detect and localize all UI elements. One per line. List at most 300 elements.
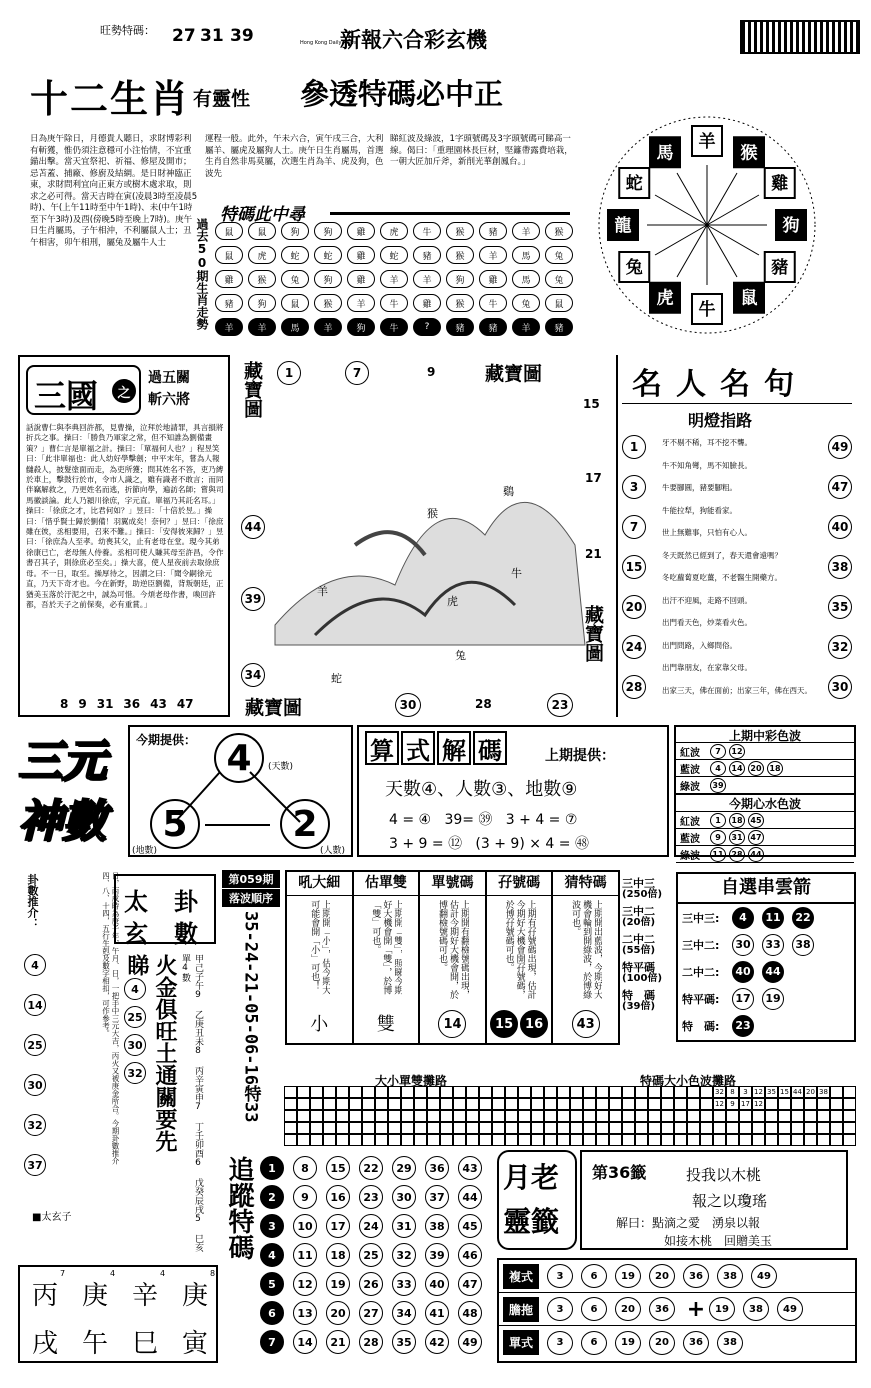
history-grid bbox=[215, 222, 575, 342]
trend-number: 12 bbox=[754, 1088, 763, 1096]
map-number: 23 bbox=[547, 693, 573, 717]
trend-cell bbox=[752, 1122, 765, 1134]
quote-number-left: 1 bbox=[622, 435, 646, 459]
history-side: 過去50期生肖走勢 bbox=[195, 218, 209, 330]
wave-row bbox=[676, 829, 854, 846]
wave-number: 12 bbox=[729, 744, 745, 759]
quotes-divider bbox=[622, 403, 852, 404]
sanguo-footer-number: 9 bbox=[78, 697, 87, 711]
human-label: (人數) bbox=[320, 846, 346, 856]
trend-cell bbox=[362, 1110, 375, 1122]
calc-box bbox=[357, 725, 669, 857]
tracking-number: 39 bbox=[425, 1243, 449, 1267]
trend-cell bbox=[791, 1122, 804, 1134]
wheel-zodiac: 鼠 bbox=[740, 288, 758, 309]
trend-right-title: 特碼大小色波攤路 bbox=[640, 1074, 737, 1088]
wave-number: 14 bbox=[729, 761, 745, 776]
trend-cell bbox=[466, 1110, 479, 1122]
map-number: 30 bbox=[395, 693, 421, 717]
trend-cell bbox=[297, 1122, 310, 1134]
quote-left-numbers bbox=[620, 435, 650, 715]
quote-line: 出家三天，佛在面前；出家三年，佛在西天。 bbox=[662, 685, 812, 695]
quote-line: 出汗不迎風，走路不回頭。 bbox=[662, 595, 752, 605]
wheel-spoke bbox=[707, 225, 759, 255]
trend-cell bbox=[375, 1122, 388, 1134]
wave-number: 39 bbox=[710, 778, 726, 793]
bet-label: 單式 bbox=[503, 1330, 539, 1355]
trend-cell bbox=[557, 1122, 570, 1134]
trend-cell bbox=[570, 1086, 583, 1098]
trend-cell bbox=[713, 1122, 726, 1134]
trend-cell bbox=[687, 1098, 700, 1110]
tracking-number: 4 bbox=[260, 1243, 284, 1267]
oracle-logo bbox=[497, 1150, 577, 1250]
trend-cell bbox=[349, 1086, 362, 1098]
trend-cell bbox=[687, 1134, 700, 1146]
prediction-answer-value: 雙 bbox=[376, 1014, 395, 1035]
trend-cell bbox=[297, 1098, 310, 1110]
history-cell: 猴 bbox=[248, 270, 276, 288]
history-cell: 羊 bbox=[215, 318, 243, 336]
trend-cell bbox=[492, 1122, 505, 1134]
stem-char: 庚 bbox=[82, 1281, 109, 1311]
self-select-row bbox=[678, 985, 854, 1012]
trend-cell bbox=[817, 1098, 830, 1110]
trend-cell bbox=[791, 1110, 804, 1122]
tracking-number: 9 bbox=[293, 1185, 317, 1209]
wave-number: 31 bbox=[729, 830, 745, 845]
wave-label: 綠波 bbox=[680, 850, 700, 862]
title-right: 參透特碼必中正 bbox=[300, 77, 504, 111]
trend-cell bbox=[310, 1122, 323, 1134]
history-cell: 羊 bbox=[347, 294, 375, 312]
trend-cell bbox=[583, 1098, 596, 1110]
trend-cell bbox=[492, 1134, 505, 1146]
history-cell: 雞 bbox=[347, 246, 375, 264]
trend-cell bbox=[284, 1086, 297, 1098]
prediction-col bbox=[285, 870, 354, 1045]
trend-cell bbox=[336, 1086, 349, 1098]
prediction-answer-value: 16 bbox=[520, 1010, 548, 1038]
trend-cell bbox=[726, 1110, 739, 1122]
quote-lines bbox=[662, 437, 818, 713]
self-select-title: 自選串雲箭 bbox=[678, 874, 854, 904]
gua-title-box bbox=[114, 874, 216, 948]
trend-cell bbox=[622, 1134, 635, 1146]
map-animal: 兔 bbox=[455, 649, 466, 662]
tracking-number: 32 bbox=[392, 1243, 416, 1267]
trend-cell bbox=[583, 1086, 596, 1098]
history-cell: 鼠 bbox=[248, 222, 276, 240]
history-cell: 兔 bbox=[545, 270, 573, 288]
trend-cell bbox=[297, 1110, 310, 1122]
trend-cell bbox=[817, 1122, 830, 1134]
trend-cell bbox=[635, 1110, 648, 1122]
quote-number-right: 40 bbox=[828, 515, 852, 539]
header bbox=[90, 18, 870, 58]
stem-char: 巳 bbox=[132, 1329, 159, 1359]
map-label-top: 藏寶圖 bbox=[485, 363, 543, 385]
map-animal: 虎 bbox=[447, 595, 458, 608]
wave-row bbox=[676, 743, 854, 760]
prediction-answer bbox=[354, 1010, 419, 1036]
gua-big-number: 4 bbox=[124, 978, 146, 1000]
trend-cell bbox=[297, 1086, 310, 1098]
wave-number: 18 bbox=[729, 813, 745, 828]
history-cell: 豬 bbox=[446, 318, 474, 336]
prediction-text: 上期開出藍波，今期好大機會輪到開綠波，於博綠波可也。 bbox=[570, 900, 603, 999]
trend-cell bbox=[518, 1122, 531, 1134]
prediction-title: 孖號碼 bbox=[487, 872, 552, 896]
tracking-number: 30 bbox=[392, 1185, 416, 1209]
trend-cell bbox=[635, 1098, 648, 1110]
tracking-number: 24 bbox=[359, 1214, 383, 1238]
tracking-number: 7 bbox=[260, 1330, 284, 1354]
trend-cell bbox=[622, 1098, 635, 1110]
trend-cell bbox=[440, 1086, 453, 1098]
bet-label: 複式 bbox=[503, 1264, 539, 1289]
sequence-issue: 第059期 bbox=[222, 870, 280, 888]
tier-name: 特 碼 bbox=[622, 989, 655, 1002]
sanyuan-title1: 三元 bbox=[18, 736, 106, 787]
trend-cell bbox=[713, 1110, 726, 1122]
prediction-answer bbox=[487, 1010, 552, 1038]
history-cell: 狗 bbox=[314, 222, 342, 240]
trend-cell bbox=[323, 1134, 336, 1146]
wheel-zodiac: 虎 bbox=[656, 288, 674, 309]
self-select-label: 特平碼: bbox=[682, 992, 720, 1006]
history-cell: 雞 bbox=[347, 222, 375, 240]
wave-label: 綠波 bbox=[680, 781, 700, 793]
stem-number: 4 bbox=[160, 1269, 166, 1278]
map-number: 28 bbox=[475, 697, 492, 711]
trend-cell bbox=[531, 1110, 544, 1122]
trend-cell bbox=[596, 1086, 609, 1098]
trend-cell bbox=[310, 1134, 323, 1146]
hot-number: 31 bbox=[200, 26, 224, 46]
prediction-answer-value: 43 bbox=[572, 1010, 600, 1038]
wave-row bbox=[676, 846, 854, 863]
tracking-number: 13 bbox=[293, 1301, 317, 1325]
trend-cell bbox=[336, 1122, 349, 1134]
history-cell: 雞 bbox=[215, 270, 243, 288]
prediction-answer bbox=[420, 1010, 485, 1038]
map-number: 15 bbox=[583, 397, 600, 411]
trend-number: 32 bbox=[715, 1088, 724, 1096]
trend-cell bbox=[388, 1110, 401, 1122]
trend-cell bbox=[583, 1122, 596, 1134]
trend-cell bbox=[661, 1110, 674, 1122]
trend-cell bbox=[557, 1086, 570, 1098]
tracking-number: 12 bbox=[293, 1272, 317, 1296]
trend-cell bbox=[505, 1110, 518, 1122]
history-cell: 猴 bbox=[446, 294, 474, 312]
title-big: 十二生肖 bbox=[30, 77, 191, 121]
history-cell: 羊 bbox=[314, 318, 342, 336]
wave-row bbox=[676, 777, 854, 794]
trend-number: 8 bbox=[730, 1088, 735, 1096]
prediction-text: 上期開「小」，估今期大可能會開「小」可也！ bbox=[309, 900, 331, 995]
stem-char: 丙 bbox=[32, 1281, 59, 1311]
trend-cell bbox=[622, 1086, 635, 1098]
map-number: 1 bbox=[277, 361, 301, 385]
prediction-title: 估單雙 bbox=[354, 872, 419, 896]
trend-cell bbox=[674, 1086, 687, 1098]
trend-cell bbox=[284, 1134, 297, 1146]
trend-cell bbox=[830, 1086, 843, 1098]
self-select-label: 二中二: bbox=[682, 965, 720, 979]
zodiac-para2: 運程一般。此外，午未六合，寅午戌三合，大利屬羊、屬虎及屬狗人士。庚午日生肖屬馬，首選生肖自然非馬莫屬，次選生肖為羊、虎及狗，色波先 bbox=[205, 134, 384, 179]
wave-number: 44 bbox=[748, 847, 764, 862]
history-cell: 馬 bbox=[281, 318, 309, 336]
self-select-number: 30 bbox=[732, 934, 754, 956]
map-label-bottom: 藏寶圖 bbox=[245, 697, 303, 719]
bet-number: 38 bbox=[717, 1264, 743, 1288]
tracking-section bbox=[222, 1150, 492, 1365]
quote-line: 冬吃蘿蔔夏吃薑，不老醫生開藥方。 bbox=[662, 573, 782, 582]
trend-cell bbox=[661, 1086, 674, 1098]
trend-cell bbox=[752, 1134, 765, 1146]
trend-cell bbox=[622, 1122, 635, 1134]
wheel-zodiac: 蛇 bbox=[625, 174, 643, 194]
trend-cell bbox=[323, 1086, 336, 1098]
wave-number: 7 bbox=[710, 744, 726, 759]
trend-cell bbox=[492, 1086, 505, 1098]
wave-row bbox=[676, 760, 854, 777]
history-cell: 羊 bbox=[248, 318, 276, 336]
gua-text: 日，丙戌時為庚子年，午月、日，一把手中三元大吉，丙火又被庚金所合。今期卦數推介四、八、十四，五行生剋及數字相扣，可作參考。 bbox=[101, 872, 120, 1165]
trend-grid bbox=[284, 1086, 856, 1148]
trend-cell bbox=[453, 1098, 466, 1110]
trend-cell bbox=[414, 1122, 427, 1134]
tracking-number: 33 bbox=[392, 1272, 416, 1296]
earth-value: 5 bbox=[150, 799, 200, 849]
trend-number: 44 bbox=[793, 1088, 802, 1096]
trend-cell bbox=[375, 1134, 388, 1146]
stem-char: 戌 bbox=[32, 1329, 59, 1359]
history-cell: 羊 bbox=[380, 270, 408, 288]
trend-cell bbox=[791, 1098, 804, 1110]
tracking-number: 31 bbox=[392, 1214, 416, 1238]
trend-cell bbox=[453, 1122, 466, 1134]
trend-cell bbox=[609, 1098, 622, 1110]
trend-cell bbox=[843, 1122, 856, 1134]
wheel-zodiac: 馬 bbox=[656, 143, 674, 164]
trend-cell bbox=[466, 1098, 479, 1110]
prediction-text: 上期有孖號碼出現，估計今期好大機會開孖號碼，於博孖號碼可也。 bbox=[503, 900, 536, 999]
gua-side-number: 4 bbox=[24, 954, 46, 976]
self-select-label: 特 碼: bbox=[682, 1019, 720, 1033]
quotes-box bbox=[616, 355, 856, 717]
trend-cell bbox=[817, 1134, 830, 1146]
trend-cell bbox=[661, 1134, 674, 1146]
trend-cell bbox=[687, 1110, 700, 1122]
tracking-number: 10 bbox=[293, 1214, 317, 1238]
wheel-zodiac: 猴 bbox=[740, 143, 758, 164]
trend-cell bbox=[492, 1098, 505, 1110]
bet-number: 20 bbox=[615, 1297, 641, 1321]
trend-cell bbox=[752, 1110, 765, 1122]
sanguo-footer-number: 43 bbox=[150, 697, 167, 711]
title-small: 有靈性 bbox=[193, 88, 251, 110]
tracking-number: 47 bbox=[458, 1272, 482, 1296]
trend-cell bbox=[635, 1122, 648, 1134]
wheel-spoke bbox=[707, 173, 737, 225]
trend-cell bbox=[674, 1134, 687, 1146]
tracking-number: 36 bbox=[425, 1156, 449, 1180]
trend-number: 20 bbox=[806, 1088, 815, 1096]
tracking-number: 35 bbox=[392, 1330, 416, 1354]
wave-number: 11 bbox=[710, 847, 726, 862]
tracking-number: 18 bbox=[326, 1243, 350, 1267]
tiers bbox=[622, 872, 674, 1042]
map-animal: 鷄 bbox=[503, 485, 514, 498]
wheel-spoke bbox=[707, 225, 737, 277]
tracking-number: 27 bbox=[359, 1301, 383, 1325]
trend-cell bbox=[596, 1122, 609, 1134]
earth-label: (地數) bbox=[132, 846, 158, 856]
tracking-number: 14 bbox=[293, 1330, 317, 1354]
trend-cell bbox=[427, 1122, 440, 1134]
history-cell: 豬 bbox=[413, 246, 441, 264]
trend-cell bbox=[765, 1098, 778, 1110]
trend-cell bbox=[466, 1086, 479, 1098]
map-landscape bbox=[255, 425, 595, 665]
tracking-number: 48 bbox=[458, 1301, 482, 1325]
trend-cell bbox=[674, 1098, 687, 1110]
tier-name: 三中三 bbox=[622, 877, 655, 890]
wheel-zodiac: 羊 bbox=[698, 132, 716, 152]
oracle-explain1: 解曰：點滴之愛 湧泉以報 bbox=[616, 1216, 761, 1230]
trend-cell bbox=[596, 1134, 609, 1146]
trend-cell bbox=[362, 1122, 375, 1134]
self-select bbox=[676, 872, 856, 1042]
trend-cell bbox=[349, 1098, 362, 1110]
tracking-number: 34 bbox=[392, 1301, 416, 1325]
tracking-grid bbox=[260, 1156, 490, 1366]
trend-cell bbox=[843, 1110, 856, 1122]
stem-number: 7 bbox=[60, 1269, 66, 1278]
trend-cell bbox=[674, 1110, 687, 1122]
oracle-box bbox=[580, 1150, 848, 1250]
provide-label: 今期提供： bbox=[136, 733, 197, 747]
bet-number: 19 bbox=[615, 1264, 641, 1288]
history-cell: 兔 bbox=[512, 294, 540, 312]
history-cell: 狗 bbox=[347, 318, 375, 336]
last-wave-title: 上期中彩色波 bbox=[676, 727, 854, 743]
tracking-number: 20 bbox=[326, 1301, 350, 1325]
wave-number: 47 bbox=[748, 830, 764, 845]
trend-cell bbox=[609, 1086, 622, 1098]
tracking-number: 22 bbox=[359, 1156, 383, 1180]
history-cell: 蛇 bbox=[314, 246, 342, 264]
trend-cell bbox=[648, 1134, 661, 1146]
trend-cell bbox=[531, 1098, 544, 1110]
trend-number: 15 bbox=[780, 1088, 789, 1096]
self-select-number: 44 bbox=[762, 961, 784, 983]
self-select-number: 22 bbox=[792, 907, 814, 929]
trend-cell bbox=[453, 1134, 466, 1146]
trend-cell bbox=[310, 1098, 323, 1110]
sanguo-sub2: 斬六將 bbox=[148, 392, 190, 408]
trend-cell bbox=[479, 1098, 492, 1110]
bet-number: 3 bbox=[547, 1297, 573, 1321]
sequence-label: 落波順序 bbox=[222, 888, 280, 907]
calc-title bbox=[365, 731, 507, 765]
map-label-left: 藏寶圖 bbox=[241, 361, 263, 418]
trend-number: 12 bbox=[754, 1100, 763, 1108]
trend-cell bbox=[336, 1098, 349, 1110]
predictions bbox=[285, 870, 620, 1045]
trend-cell bbox=[336, 1134, 349, 1146]
oracle-explain2: 如接木桃 回贈美玉 bbox=[664, 1234, 773, 1248]
history-cell: 牛 bbox=[380, 318, 408, 336]
wave-number: 1 bbox=[710, 813, 726, 828]
prediction-text: 上期開有翻檢號碼出現，估計今期好大機會開，於博翻檢號碼可也。 bbox=[436, 900, 469, 999]
trend-cell bbox=[778, 1122, 791, 1134]
history-cell: 猴 bbox=[446, 222, 474, 240]
trend-cell bbox=[726, 1134, 739, 1146]
trend-cell bbox=[570, 1098, 583, 1110]
trend-cell bbox=[661, 1122, 674, 1134]
stems-box bbox=[18, 1265, 218, 1363]
history-cell: 馬 bbox=[512, 270, 540, 288]
sequence-box bbox=[222, 870, 280, 1140]
trend-cell bbox=[284, 1110, 297, 1122]
wheel-spoke bbox=[677, 173, 707, 225]
trend-cell bbox=[739, 1134, 752, 1146]
tier-name: 二中二 bbox=[622, 933, 655, 946]
sanguo-title: 三國 bbox=[34, 377, 99, 415]
bet-row bbox=[499, 1293, 855, 1326]
map-number: 44 bbox=[241, 515, 265, 539]
trend-cell bbox=[401, 1134, 414, 1146]
history-cell: 虎 bbox=[248, 246, 276, 264]
trend-cell bbox=[843, 1098, 856, 1110]
trend-cell bbox=[479, 1134, 492, 1146]
stem-number: 4 bbox=[110, 1269, 116, 1278]
wave-label: 紅波 bbox=[680, 747, 700, 759]
tier-count: (39倍) bbox=[622, 1001, 656, 1012]
trend-cell bbox=[388, 1098, 401, 1110]
trend-cell bbox=[479, 1122, 492, 1134]
tracking-number: 43 bbox=[458, 1156, 482, 1180]
tracking-number: 6 bbox=[260, 1301, 284, 1325]
gua-col1: 甲己子午9 乙庚丑未8 丙辛寅申7 丁壬卯酉6 戊癸辰戌5 巳亥單4數 bbox=[180, 954, 203, 1252]
sanguo-footer bbox=[60, 697, 230, 715]
trend-cell bbox=[453, 1110, 466, 1122]
trend-cell bbox=[557, 1110, 570, 1122]
prediction-col bbox=[354, 870, 421, 1045]
history-cell: 豬 bbox=[545, 318, 573, 336]
bet-number: 19 bbox=[615, 1331, 641, 1355]
self-select-number: 23 bbox=[732, 1015, 754, 1037]
tracking-number: 26 bbox=[359, 1272, 383, 1296]
trend-cell bbox=[362, 1134, 375, 1146]
history-cell: 鼠 bbox=[215, 246, 243, 264]
history-cell: 兔 bbox=[545, 246, 573, 264]
tracking-number: 23 bbox=[359, 1185, 383, 1209]
trend-cell bbox=[726, 1122, 739, 1134]
tracking-number: 37 bbox=[425, 1185, 449, 1209]
map-number: 17 bbox=[585, 471, 602, 485]
paper-name: 新報六合彩玄機 bbox=[340, 27, 487, 52]
self-select-number: 4 bbox=[732, 907, 754, 929]
bet-number: 49 bbox=[751, 1264, 777, 1288]
trend-cell bbox=[505, 1134, 518, 1146]
self-select-label: 三中二: bbox=[682, 938, 720, 952]
zodiac-para3: 睇紅波及綠波，1字頭號碼及3字頭號碼可睇高一線。偈曰：「重理園林長巨材，堅籬帶露費培栽，一朝大匠加斤斧，新削光華創鳳台。」 bbox=[390, 134, 573, 167]
